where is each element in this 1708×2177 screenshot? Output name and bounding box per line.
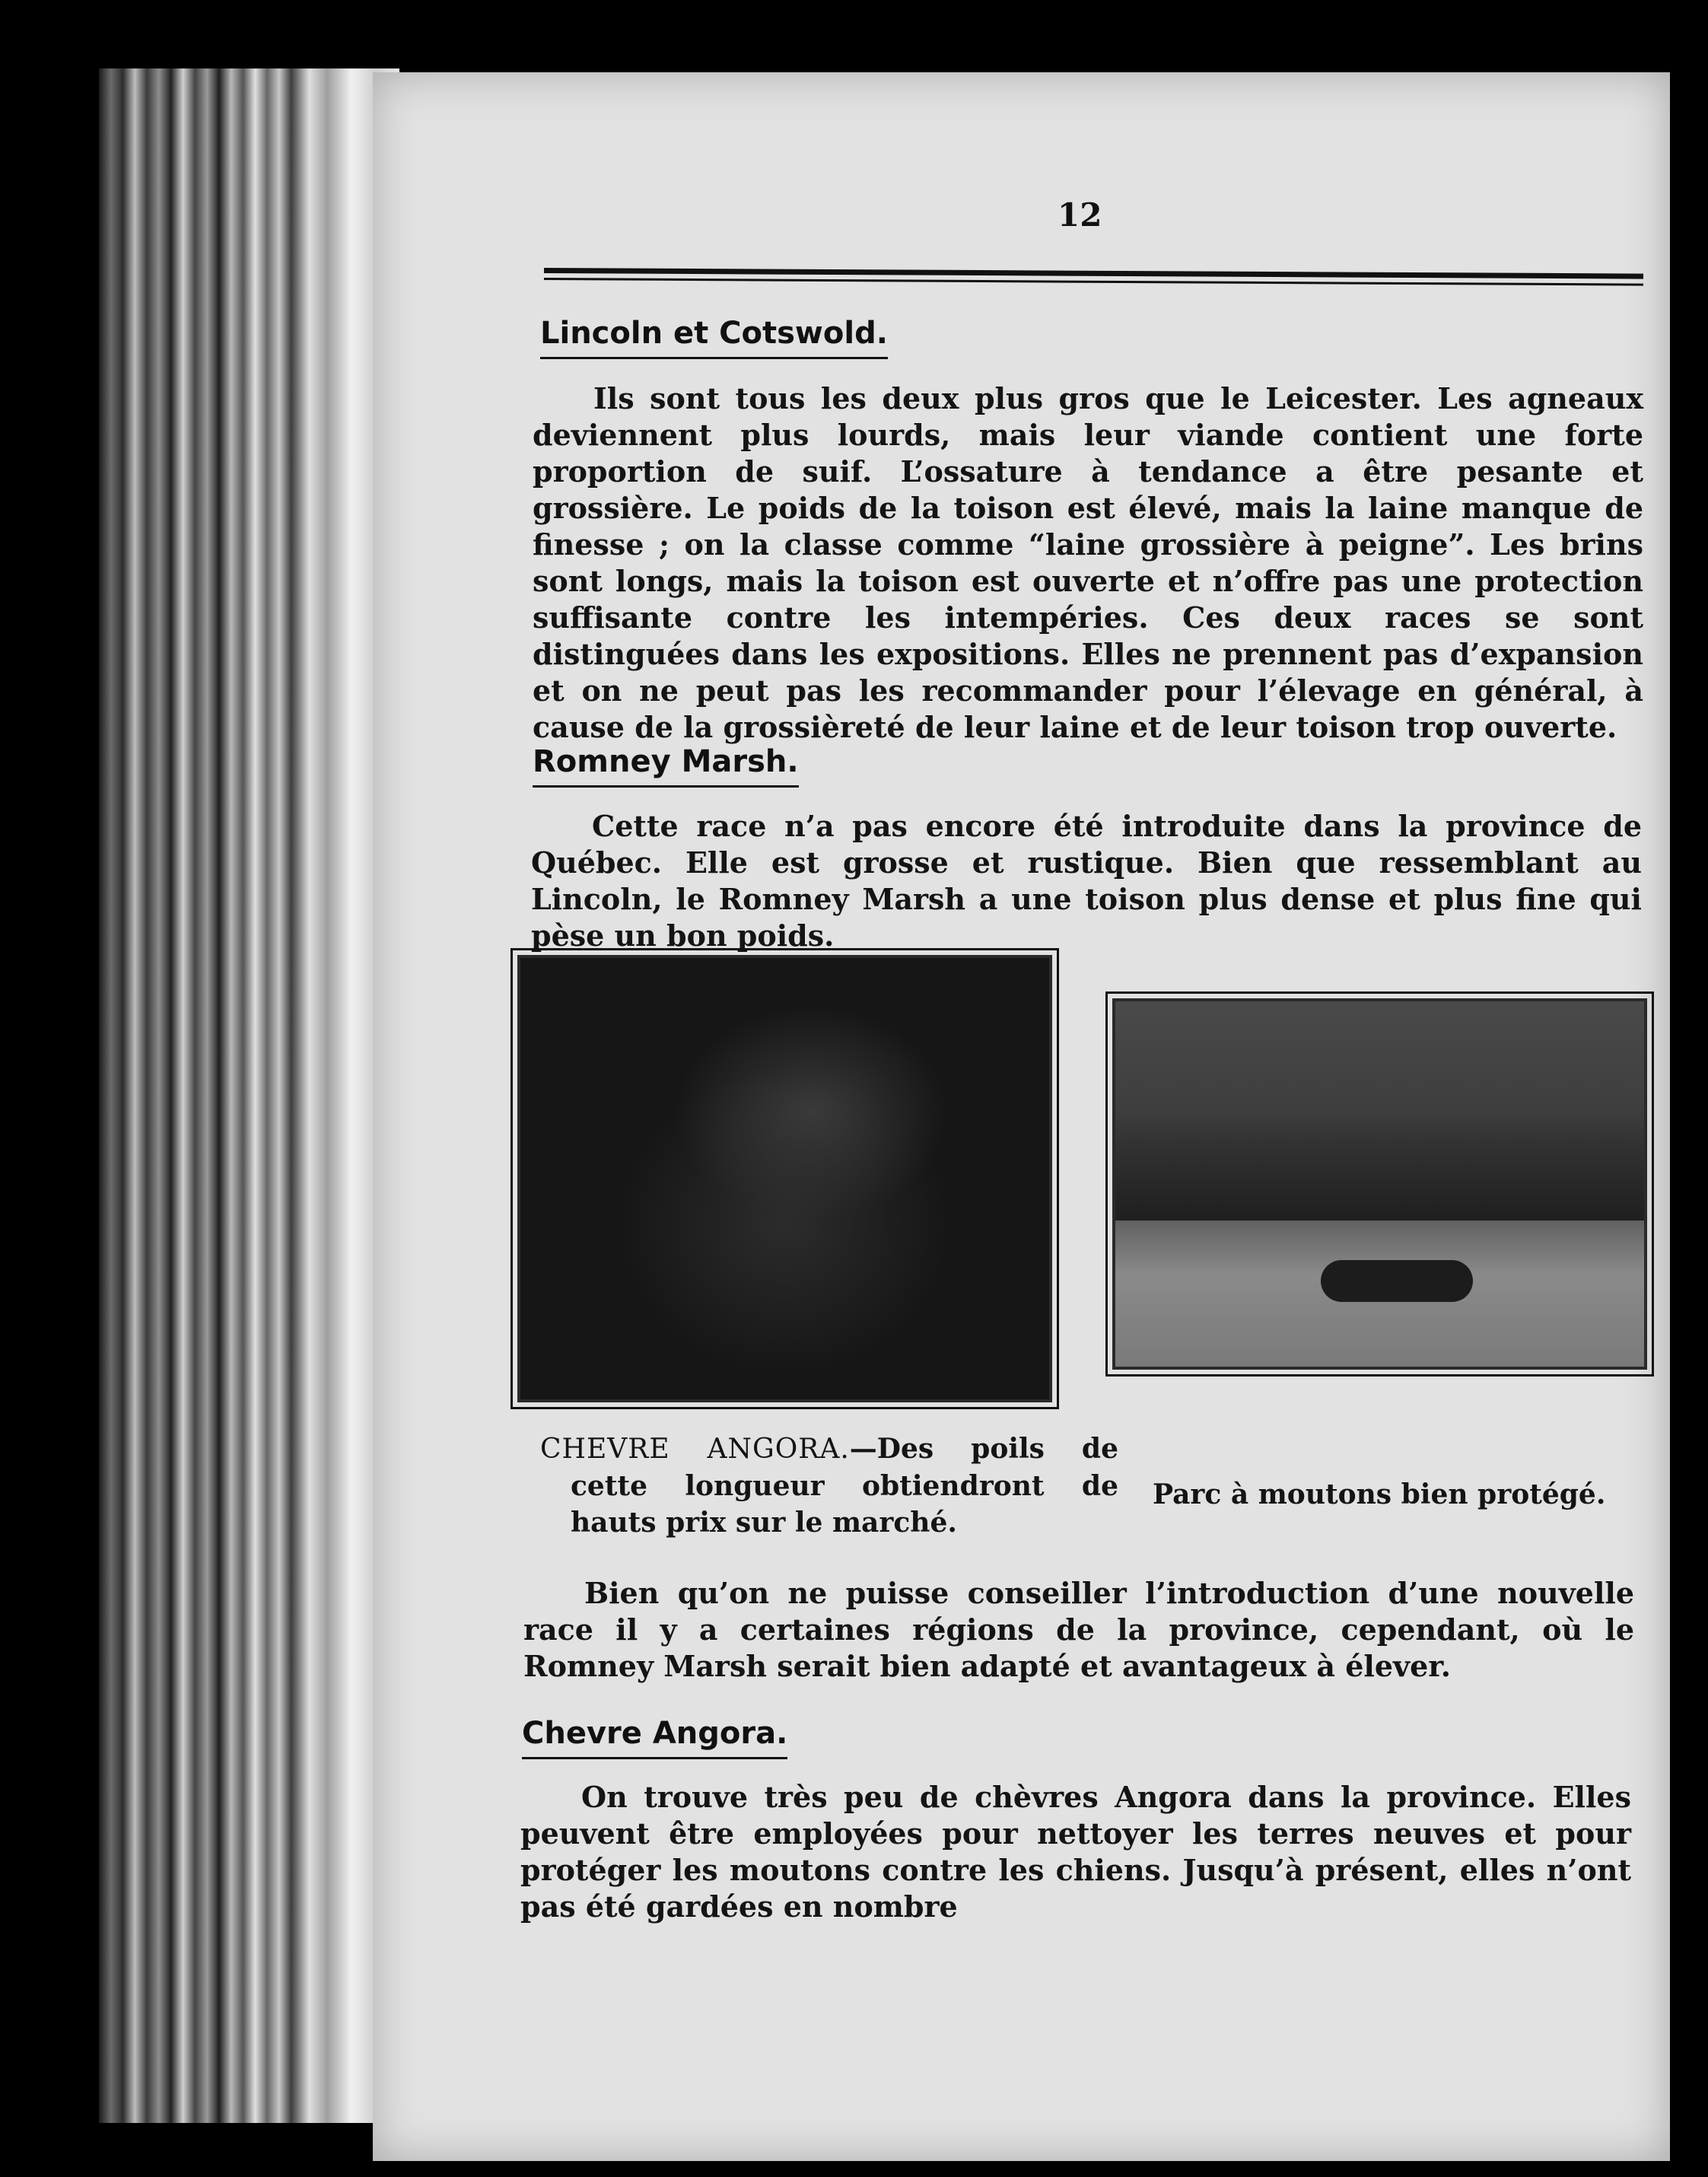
paragraph-romney-marsh-2: Bien qu’on ne puisse conseiller l’introduction d’une nouvelle race il y a certaines régions de la province, cependant, où le Romney Marsh serait bien adapté et avantageux à élever.	[523, 1576, 1634, 1683]
sheep-pen-photo	[1112, 998, 1647, 1370]
paragraph-romney-marsh: Cette race n’a pas encore été introduite dans la province de Québec. Elle est grosse et rustique. Bien que ressemblant au Lincoln, le Romney Marsh a une toison plus dense et plus fine qui pèse un bon poids.	[531, 809, 1642, 953]
pen-roof-shape	[1115, 1140, 1644, 1221]
paragraph-chevre-angora: On trouve très peu de chèvres Angora dans la province. Elles peuvent être employées pour nettoyer les terres neuves et pour protéger les moutons contre les chiens. Jusqu’à présent, elles n’ont pas été gardées en nombre	[520, 1780, 1631, 1924]
book-page-edges	[99, 68, 399, 2123]
goat-photo-caption	[540, 1431, 1118, 1541]
heading-lincoln-cotswold: Lincoln et Cotswold.	[540, 316, 888, 359]
goat-caption-head: CHEVRE ANGORA.	[540, 1434, 850, 1465]
angora-goat-photo	[517, 955, 1052, 1402]
paragraph-lincoln-cotswold: Ils sont tous les deux plus gros que le Leicester. Les agneaux deviennent plus lourds, mais leur viande contient une forte proportion de suif. L’ossature à tendance a être pesante et grossière. Le poids de la toison est élevé, mais la laine manque de finesse ; on la classe comme “laine grossière à peigne”. Les brins sont longs, mais la toison est ouverte et n’offre pas une protection suffisante contre les intempéries. Ces deux races se sont distinguées dans les expositions. Elles ne prennent pas d’expansion et on ne peut pas les recommander pour l’élevage en général, à cause de la grossièreté de leur laine et de leur toison trop ouverte.	[533, 381, 1643, 744]
pen-animal-shape	[1321, 1260, 1473, 1302]
pen-photo-caption: Parc à moutons bien protégé.	[1153, 1478, 1606, 1510]
heading-romney-marsh: Romney Marsh.	[533, 744, 799, 788]
goat-caption-text: —Des poils de cette longueur obtiendront de hauts prix sur le marché.	[571, 1433, 1118, 1539]
heading-chevre-angora: Chevre Angora.	[522, 1716, 787, 1759]
page-number: 12	[1058, 196, 1102, 234]
